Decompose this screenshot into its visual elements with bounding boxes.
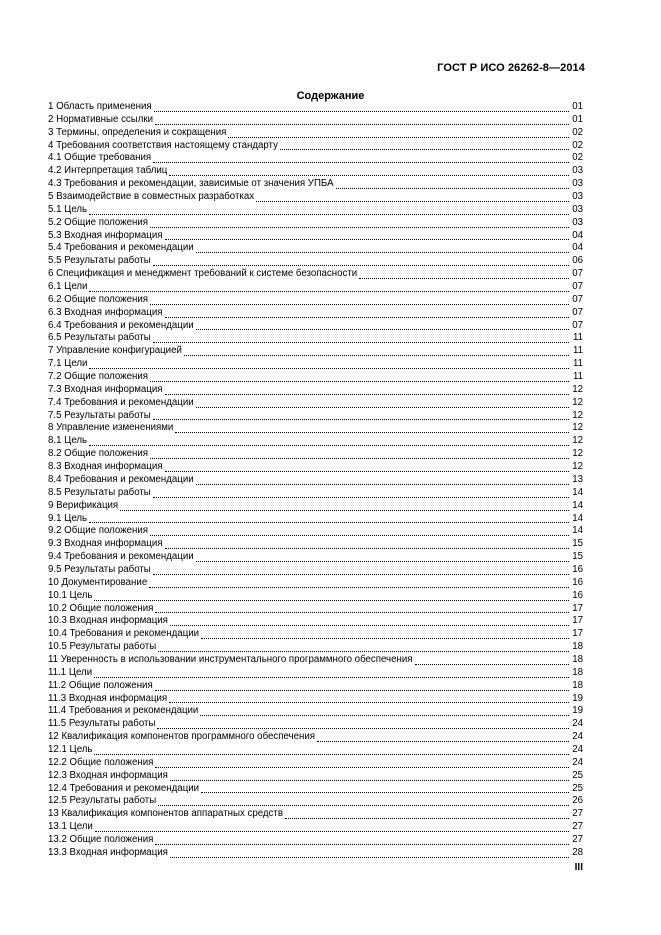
toc-entry[interactable] xyxy=(48,500,583,513)
dot-leader xyxy=(165,461,569,472)
toc-entry-title: 11.1 Цели xyxy=(48,666,93,678)
toc-entry[interactable] xyxy=(48,397,583,410)
toc-entry-title: 6.4 Требования и рекомендации xyxy=(48,319,194,331)
dot-leader xyxy=(153,410,569,421)
toc-entry-title: 12.4 Требования и рекомендации xyxy=(48,782,200,794)
dot-leader xyxy=(196,551,569,562)
dot-leader xyxy=(158,795,569,806)
toc-entry[interactable] xyxy=(48,513,583,526)
dot-leader xyxy=(153,255,569,266)
toc-entry[interactable] xyxy=(48,140,583,153)
toc-entry[interactable] xyxy=(48,230,583,243)
toc-entry-title: 11 Уверенность в использовании инструментального программного обеспечения xyxy=(48,653,413,665)
dot-leader xyxy=(158,641,569,652)
toc-entry-page: 04 xyxy=(572,242,583,254)
dot-leader xyxy=(155,680,569,691)
toc-entry[interactable] xyxy=(48,281,583,294)
toc-entry-title: 4.1 Общие требования xyxy=(48,152,152,164)
toc-entry-page: 18 xyxy=(572,666,583,678)
dot-leader xyxy=(155,757,569,768)
toc-entry-page: 15 xyxy=(572,538,583,550)
dot-leader xyxy=(285,808,569,819)
toc-entry-page: 12 xyxy=(572,409,583,421)
toc-entry-title: 7.5 Результаты работы xyxy=(48,409,151,421)
toc-entry-page: 13 xyxy=(572,473,583,485)
toc-entry-page: 01 xyxy=(572,101,583,112)
toc-entry-title: 12.2 Общие положения xyxy=(48,756,154,768)
toc-entry[interactable] xyxy=(48,307,583,320)
dot-leader xyxy=(150,294,569,305)
toc-entry-page: 14 xyxy=(572,499,583,511)
dot-leader xyxy=(200,705,569,716)
toc-entry-page: 14 xyxy=(572,525,583,537)
toc-entry-page: 14 xyxy=(572,512,583,524)
dot-leader xyxy=(150,371,569,382)
toc-entry-page: 17 xyxy=(572,615,583,627)
toc-entry-title: 10.3 Входная информация xyxy=(48,615,168,627)
dot-leader xyxy=(165,230,569,241)
toc-entry-title: 5.4 Требования и рекомендации xyxy=(48,242,194,254)
toc-entry-page: 19 xyxy=(572,692,583,704)
dot-leader xyxy=(196,474,569,485)
dot-leader xyxy=(153,487,569,498)
toc-entry-title: 11.3 Входная информация xyxy=(48,692,168,704)
dot-leader xyxy=(415,654,570,665)
toc-entry-title: 3 Термины, определения и сокращения xyxy=(48,126,227,138)
toc-entry[interactable] xyxy=(48,744,583,757)
toc-entry-title: 13.2 Общие положения xyxy=(48,833,154,845)
page-number: III xyxy=(574,862,583,873)
dot-leader xyxy=(169,165,569,176)
dot-leader xyxy=(94,590,569,601)
toc-entry[interactable] xyxy=(48,590,583,603)
dot-leader xyxy=(170,847,569,858)
dot-leader xyxy=(317,731,569,742)
dot-leader xyxy=(336,178,569,189)
toc-entry-title: 7 Управление конфигурацией xyxy=(48,345,182,357)
toc-entry-page: 03 xyxy=(572,191,583,203)
toc-entry-page: 12 xyxy=(572,461,583,473)
toc-entry[interactable] xyxy=(48,731,583,744)
dot-leader xyxy=(155,603,569,614)
toc-entry-title: 8.2 Общие положения xyxy=(48,448,149,460)
toc-entry-page: 01 xyxy=(572,113,583,125)
toc-entry[interactable] xyxy=(48,615,583,628)
dot-leader xyxy=(256,191,569,202)
toc-entry-title: 7.4 Требования и рекомендации xyxy=(48,396,194,408)
toc-entry[interactable] xyxy=(48,384,583,397)
toc-entry-title: 6.1 Цели xyxy=(48,281,88,293)
toc-entry-title: 8.1 Цель xyxy=(48,435,88,447)
toc-entry[interactable] xyxy=(48,217,583,230)
dot-leader xyxy=(359,268,569,279)
toc-entry-page: 03 xyxy=(572,203,583,215)
toc-entry-page: 12 xyxy=(572,383,583,395)
toc-entry[interactable] xyxy=(48,204,583,217)
toc-entry-title: 9.1 Цель xyxy=(48,512,88,524)
toc-entry-page: 27 xyxy=(572,808,583,820)
toc-entry[interactable] xyxy=(48,783,583,796)
toc-entry-page: 07 xyxy=(572,306,583,318)
toc-entry-title: 11.5 Результаты работы xyxy=(48,718,156,730)
toc-entry[interactable] xyxy=(48,320,583,333)
toc-entry-page: 24 xyxy=(572,718,583,730)
table-of-contents xyxy=(48,101,583,860)
toc-entry-title: 1 Область применения xyxy=(48,101,152,112)
toc-entry[interactable] xyxy=(48,114,583,127)
toc-entry-page: 15 xyxy=(572,551,583,563)
dot-leader xyxy=(228,127,569,138)
dot-leader xyxy=(196,320,569,331)
toc-entry-page: 11 xyxy=(572,332,583,344)
toc-entry-page: 11 xyxy=(572,371,583,383)
dot-leader xyxy=(95,821,569,832)
document-code-header: ГОСТ Р ИСО 26262-8—2014 xyxy=(437,62,585,74)
toc-entry-title: 10 Документирование xyxy=(48,576,148,588)
toc-entry-page: 04 xyxy=(572,229,583,241)
toc-entry[interactable] xyxy=(48,332,583,345)
toc-entry[interactable] xyxy=(48,268,583,281)
toc-entry[interactable] xyxy=(48,410,583,423)
toc-entry[interactable] xyxy=(48,847,583,860)
toc-entry-title: 9.3 Входная информация xyxy=(48,538,163,550)
toc-entry-title: 13.3 Входная информация xyxy=(48,846,168,858)
dot-leader xyxy=(89,358,569,369)
toc-entry-page: 16 xyxy=(572,589,583,601)
toc-entry-title: 13 Квалификация компонентов аппаратных средств xyxy=(48,808,283,820)
toc-entry[interactable] xyxy=(48,525,583,538)
dot-leader xyxy=(170,770,569,781)
toc-entry[interactable] xyxy=(48,821,583,834)
toc-entry-page: 18 xyxy=(572,641,583,653)
toc-entry-title: 10.1 Цель xyxy=(48,589,93,601)
toc-entry-page: 12 xyxy=(572,448,583,460)
toc-entry-title: 10.5 Результаты работы xyxy=(48,641,157,653)
dot-leader xyxy=(196,242,569,253)
dot-leader xyxy=(165,538,569,549)
toc-entry-page: 11 xyxy=(572,358,583,370)
toc-entry-title: 9.4 Требования и рекомендации xyxy=(48,551,194,563)
toc-entry-page: 24 xyxy=(572,731,583,743)
toc-entry[interactable] xyxy=(48,165,583,178)
dot-leader xyxy=(89,435,569,446)
toc-entry-page: 28 xyxy=(572,846,583,858)
dot-leader xyxy=(196,397,569,408)
toc-entry-page: 02 xyxy=(572,152,583,164)
toc-entry-title: 5.1 Цель xyxy=(48,203,88,215)
toc-entry-page: 14 xyxy=(572,486,583,498)
toc-entry-title: 7.1 Цели xyxy=(48,358,88,370)
toc-entry[interactable] xyxy=(48,564,583,577)
toc-entry[interactable] xyxy=(48,474,583,487)
toc-entry-page: 03 xyxy=(572,216,583,228)
dot-leader xyxy=(154,101,569,112)
toc-entry-page: 26 xyxy=(572,795,583,807)
dot-leader xyxy=(89,281,569,292)
toc-entry-page: 07 xyxy=(572,281,583,293)
toc-entry-title: 5.2 Общие положения xyxy=(48,216,149,228)
toc-entry-title: 4.3 Требования и рекомендации, зависимые от значения УПБА xyxy=(48,178,334,190)
toc-entry[interactable] xyxy=(48,242,583,255)
toc-entry-page: 18 xyxy=(572,679,583,691)
dot-leader xyxy=(94,667,569,678)
toc-entry-page: 03 xyxy=(572,178,583,190)
toc-entry-title: 12.1 Цель xyxy=(48,743,93,755)
toc-entry-title: 6.3 Входная информация xyxy=(48,306,163,318)
toc-entry-title: 9.2 Общие положения xyxy=(48,525,149,537)
dot-leader xyxy=(201,783,569,794)
toc-entry-title: 5.5 Результаты работы xyxy=(48,255,151,267)
dot-leader xyxy=(153,152,569,163)
toc-entry-title: 6.5 Результаты работы xyxy=(48,332,151,344)
toc-entry-page: 11 xyxy=(572,345,583,357)
toc-entry[interactable] xyxy=(48,680,583,693)
dot-leader xyxy=(150,448,569,459)
toc-entry-title: 10.2 Общие положения xyxy=(48,602,154,614)
toc-entry[interactable] xyxy=(48,757,583,770)
toc-entry-title: 9.5 Результаты работы xyxy=(48,563,151,575)
toc-entry-page: 24 xyxy=(572,743,583,755)
toc-entry-page: 16 xyxy=(572,576,583,588)
dot-leader xyxy=(170,615,569,626)
toc-entry-page: 12 xyxy=(572,396,583,408)
toc-entry-title: 13.1 Цели xyxy=(48,821,93,833)
toc-entry-title: 12 Квалификация компонентов программного обеспечения xyxy=(48,731,315,743)
toc-entry-page: 27 xyxy=(572,833,583,845)
toc-entry-page: 17 xyxy=(572,602,583,614)
toc-entry-title: 6 Спецификация и менеджмент требований к системе безопасности xyxy=(48,268,358,280)
toc-entry-title: 9 Верификация xyxy=(48,499,119,511)
dot-leader xyxy=(184,345,569,356)
dot-leader xyxy=(150,217,569,228)
toc-entry-title: 10.4 Требования и рекомендации xyxy=(48,628,200,640)
toc-entry-page: 17 xyxy=(572,628,583,640)
toc-entry[interactable] xyxy=(48,487,583,500)
toc-entry-page: 12 xyxy=(572,422,583,434)
dot-leader xyxy=(153,332,569,343)
toc-entry-title: 4.2 Интерпретация таблиц xyxy=(48,165,168,177)
toc-entry[interactable] xyxy=(48,641,583,654)
toc-entry-title: 12.5 Результаты работы xyxy=(48,795,157,807)
toc-entry-title: 7.3 Входная информация xyxy=(48,383,163,395)
dot-leader xyxy=(120,500,569,511)
toc-entry[interactable] xyxy=(48,795,583,808)
toc-entry-title: 8 Управление изменениями xyxy=(48,422,174,434)
toc-entry-title: 2 Нормативные ссылки xyxy=(48,113,154,125)
toc-entry-page: 02 xyxy=(572,126,583,138)
dot-leader xyxy=(175,422,569,433)
toc-entry-title: 4 Требования соответствия настоящему стандарту xyxy=(48,139,278,151)
toc-entry[interactable] xyxy=(48,101,583,114)
toc-entry[interactable] xyxy=(48,538,583,551)
toc-entry[interactable] xyxy=(48,834,583,847)
toc-entry[interactable] xyxy=(48,448,583,461)
toc-entry-page: 27 xyxy=(572,821,583,833)
toc-entry[interactable] xyxy=(48,667,583,680)
toc-entry[interactable] xyxy=(48,152,583,165)
toc-entry-title: 8.3 Входная информация xyxy=(48,461,163,473)
dot-leader xyxy=(155,834,569,845)
dot-leader xyxy=(165,384,569,395)
toc-entry[interactable] xyxy=(48,191,583,204)
toc-entry-title: 5 Взаимодействие в совместных разработках xyxy=(48,191,255,203)
toc-title: Содержание xyxy=(296,90,365,102)
toc-entry-title: 5.3 Входная информация xyxy=(48,229,163,241)
dot-leader xyxy=(157,718,569,729)
toc-entry-page: 07 xyxy=(572,319,583,331)
toc-entry[interactable] xyxy=(48,693,583,706)
dot-leader xyxy=(89,204,569,215)
toc-entry[interactable] xyxy=(48,808,583,821)
toc-entry[interactable] xyxy=(48,345,583,358)
dot-leader xyxy=(153,564,569,575)
toc-entry[interactable] xyxy=(48,358,583,371)
toc-entry-title: 8.4 Требования и рекомендации xyxy=(48,473,194,485)
toc-entry[interactable] xyxy=(48,603,583,616)
toc-entry[interactable] xyxy=(48,255,583,268)
toc-entry[interactable] xyxy=(48,770,583,783)
toc-entry-page: 16 xyxy=(572,563,583,575)
dot-leader xyxy=(89,513,569,524)
toc-entry[interactable] xyxy=(48,654,583,667)
dot-leader xyxy=(201,628,569,639)
toc-entry[interactable] xyxy=(48,127,583,140)
toc-entry[interactable] xyxy=(48,718,583,731)
dot-leader xyxy=(280,140,569,151)
toc-entry-page: 07 xyxy=(572,293,583,305)
toc-entry[interactable] xyxy=(48,422,583,435)
toc-entry[interactable] xyxy=(48,435,583,448)
toc-entry-page: 12 xyxy=(572,435,583,447)
toc-entry-title: 8.5 Результаты работы xyxy=(48,486,151,498)
toc-entry-page: 24 xyxy=(572,756,583,768)
toc-entry[interactable] xyxy=(48,371,583,384)
dot-leader xyxy=(165,307,569,318)
dot-leader xyxy=(150,525,569,536)
toc-entry-page: 19 xyxy=(572,705,583,717)
dot-leader xyxy=(149,577,569,588)
toc-entry[interactable] xyxy=(48,705,583,718)
toc-entry-title: 7.2 Общие положения xyxy=(48,371,149,383)
toc-entry-page: 03 xyxy=(572,165,583,177)
toc-entry-title: 11.2 Общие положения xyxy=(48,679,153,691)
toc-entry-page: 02 xyxy=(572,139,583,151)
toc-entry-page: 25 xyxy=(572,782,583,794)
dot-leader xyxy=(169,693,569,704)
toc-entry[interactable] xyxy=(48,577,583,590)
toc-entry-page: 25 xyxy=(572,769,583,781)
toc-entry[interactable] xyxy=(48,178,583,191)
toc-entry-title: 12.3 Входная информация xyxy=(48,769,168,781)
toc-entry-page: 18 xyxy=(572,653,583,665)
dot-leader xyxy=(94,744,569,755)
toc-entry[interactable] xyxy=(48,461,583,474)
dot-leader xyxy=(155,114,569,125)
toc-entry-page: 06 xyxy=(572,255,583,267)
toc-entry[interactable] xyxy=(48,551,583,564)
toc-entry[interactable] xyxy=(48,628,583,641)
toc-entry[interactable] xyxy=(48,294,583,307)
toc-entry-page: 07 xyxy=(572,268,583,280)
toc-entry-title: 6.2 Общие положения xyxy=(48,293,149,305)
toc-entry-title: 11.4 Требования и рекомендации xyxy=(48,705,199,717)
